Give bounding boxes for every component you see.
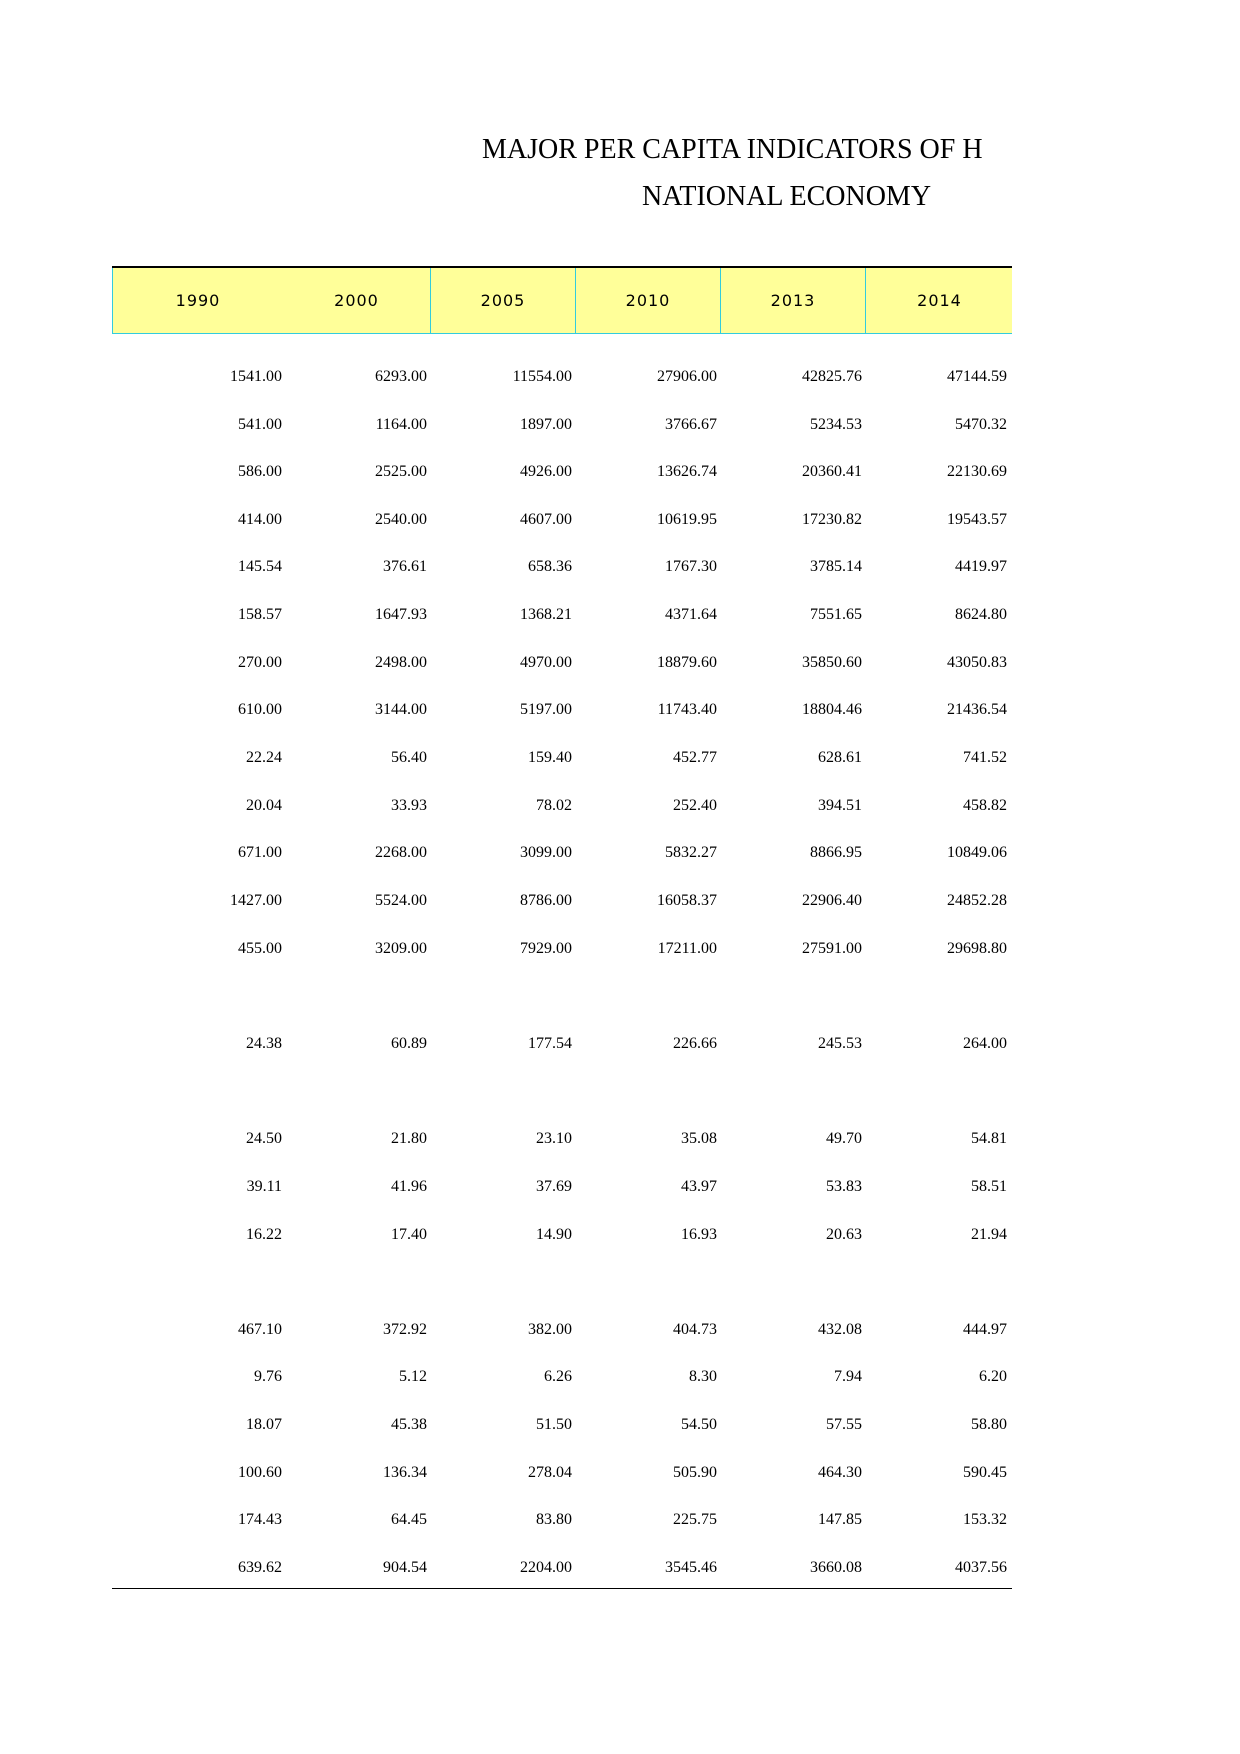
table-cell-1990: 24.38 [246, 1035, 282, 1052]
table-row [112, 505, 1012, 535]
table-cell-1990: 586.00 [238, 463, 282, 480]
table-header-row [112, 268, 1012, 334]
table-cell-2005: 6.26 [544, 1368, 572, 1385]
table-cell-1990: 455.00 [238, 940, 282, 957]
table-cell-2013: 7551.65 [810, 606, 862, 623]
table-cell-2000: 60.89 [391, 1035, 427, 1052]
header-2000: 2000 [334, 291, 379, 310]
header-2014: 2014 [865, 268, 1013, 333]
table-cell-2000: 372.92 [383, 1321, 427, 1338]
table-cell-2005: 51.50 [536, 1416, 572, 1433]
table-cell-2010: 43.97 [681, 1178, 717, 1195]
table-cell-2000: 136.34 [383, 1464, 427, 1481]
table-row [112, 886, 1012, 916]
table-cell-2000: 64.45 [391, 1511, 427, 1528]
header-1990: 1990 [175, 291, 221, 310]
table-cell-2010: 3766.67 [665, 416, 717, 433]
table-cell-2014: 58.51 [971, 1178, 1007, 1195]
table-cell-2013: 57.55 [826, 1416, 862, 1433]
table-cell-2000: 1647.93 [375, 606, 427, 623]
table-cell-1990: 22.24 [246, 749, 282, 766]
table-cell-1990: 39.11 [246, 1178, 282, 1195]
table-cell-2000: 376.61 [383, 558, 427, 575]
table-cell-2013: 22906.40 [802, 892, 862, 909]
table-cell-1990: 174.43 [238, 1511, 282, 1528]
table-cell-2014: 153.32 [963, 1511, 1007, 1528]
table-cell-2005: 37.69 [536, 1178, 572, 1195]
table-cell-2000: 904.54 [383, 1559, 427, 1576]
table-cell-2014: 21436.54 [947, 701, 1007, 718]
table-cell-2005: 2204.00 [520, 1559, 572, 1576]
table-cell-2000: 41.96 [391, 1178, 427, 1195]
table-cell-2013: 17230.82 [802, 511, 862, 528]
table-row [112, 600, 1012, 630]
table-cell-1990: 18.07 [246, 1416, 282, 1433]
table-cell-2013: 628.61 [818, 749, 862, 766]
table-cell-2005: 1368.21 [520, 606, 572, 623]
table-row [112, 1029, 1012, 1059]
table-row [112, 1124, 1012, 1154]
table-cell-2010: 4371.64 [665, 606, 717, 623]
table-row [112, 1315, 1012, 1345]
table-cell-2013: 8866.95 [810, 844, 862, 861]
table-cell-2010: 226.66 [673, 1035, 717, 1052]
table-cell-2014: 54.81 [971, 1130, 1007, 1147]
table-row [112, 1410, 1012, 1440]
table-cell-2010: 452.77 [673, 749, 717, 766]
table-cell-2010: 11743.40 [657, 701, 717, 718]
table-cell-1990: 1427.00 [230, 892, 282, 909]
table-cell-2000: 6293.00 [375, 368, 427, 385]
table-cell-2014: 264.00 [963, 1035, 1007, 1052]
table-cell-1990: 467.10 [238, 1321, 282, 1338]
table-cell-2000: 33.93 [391, 797, 427, 814]
table-cell-1990: 1541.00 [230, 368, 282, 385]
table-row [112, 1505, 1012, 1535]
table-cell-2010: 18879.60 [657, 654, 717, 671]
page-title-line-2: NATIONAL ECONOMY [642, 181, 932, 212]
table-cell-2000: 2540.00 [375, 511, 427, 528]
table-cell-2013: 42825.76 [802, 368, 862, 385]
table-cell-2010: 3545.46 [665, 1559, 717, 1576]
table-cell-2005: 658.36 [528, 558, 572, 575]
table-row [112, 1172, 1012, 1202]
table-cell-1990: 100.60 [238, 1464, 282, 1481]
table-cell-2005: 23.10 [536, 1130, 572, 1147]
table-cell-2014: 8624.80 [955, 606, 1007, 623]
table-cell-2005: 7929.00 [520, 940, 572, 957]
table-cell-2005: 78.02 [536, 797, 572, 814]
table-cell-2000: 1164.00 [375, 416, 427, 433]
table-cell-2014: 58.80 [971, 1416, 1007, 1433]
table-cell-2010: 27906.00 [657, 368, 717, 385]
table-cell-1990: 610.00 [238, 701, 282, 718]
table-cell-2013: 53.83 [826, 1178, 862, 1195]
table-cell-2014: 741.52 [963, 749, 1007, 766]
table-cell-2005: 5197.00 [520, 701, 572, 718]
table-cell-2014: 29698.80 [947, 940, 1007, 957]
table-cell-2013: 3660.08 [810, 1559, 862, 1576]
table-cell-2005: 4926.00 [520, 463, 572, 480]
table-cell-1990: 639.62 [238, 1559, 282, 1576]
table-cell-2013: 5234.53 [810, 416, 862, 433]
table-row [112, 1362, 1012, 1392]
table-cell-2005: 83.80 [536, 1511, 572, 1528]
table-row [112, 791, 1012, 821]
table-row [112, 457, 1012, 487]
table-cell-2010: 13626.74 [657, 463, 717, 480]
table-cell-2013: 464.30 [818, 1464, 862, 1481]
header-2010: 2010 [575, 268, 720, 333]
table-cell-1990: 145.54 [238, 558, 282, 575]
table-cell-2005: 4970.00 [520, 654, 572, 671]
table-cell-2000: 45.38 [391, 1416, 427, 1433]
table-cell-2013: 20.63 [826, 1226, 862, 1243]
table-cell-2014: 444.97 [963, 1321, 1007, 1338]
table-cell-2000: 21.80 [391, 1130, 427, 1147]
table-cell-2014: 458.82 [963, 797, 1007, 814]
table-cell-2013: 432.08 [818, 1321, 862, 1338]
table-cell-2010: 252.40 [673, 797, 717, 814]
table-cell-2000: 5.12 [399, 1368, 427, 1385]
table-cell-2014: 22130.69 [947, 463, 1007, 480]
table-cell-1990: 20.04 [246, 797, 282, 814]
table-cell-2014: 6.20 [979, 1368, 1007, 1385]
table-cell-2000: 56.40 [391, 749, 427, 766]
table-cell-1990: 414.00 [238, 511, 282, 528]
table-cell-2005: 8786.00 [520, 892, 572, 909]
table-cell-2013: 49.70 [826, 1130, 862, 1147]
table-cell-2005: 4607.00 [520, 511, 572, 528]
table-cell-2005: 1897.00 [520, 416, 572, 433]
table-cell-2014: 47144.59 [947, 368, 1007, 385]
table-row [112, 838, 1012, 868]
table-bottom-rule [112, 1588, 1012, 1589]
table-row [112, 934, 1012, 964]
header-2005: 2005 [430, 268, 575, 333]
table-row [112, 410, 1012, 440]
table-cell-2010: 404.73 [673, 1321, 717, 1338]
table-cell-2014: 10849.06 [947, 844, 1007, 861]
table-cell-2000: 2498.00 [375, 654, 427, 671]
table-cell-2010: 16.93 [681, 1226, 717, 1243]
table-cell-1990: 24.50 [246, 1130, 282, 1147]
table-cell-2010: 1767.30 [665, 558, 717, 575]
table-cell-2013: 394.51 [818, 797, 862, 814]
table-cell-2013: 7.94 [834, 1368, 862, 1385]
table-cell-2005: 14.90 [536, 1226, 572, 1243]
table-cell-2013: 18804.46 [802, 701, 862, 718]
table-row [112, 552, 1012, 582]
table-cell-2010: 505.90 [673, 1464, 717, 1481]
table-cell-2000: 2268.00 [375, 844, 427, 861]
table-cell-2000: 3144.00 [375, 701, 427, 718]
table-cell-2005: 382.00 [528, 1321, 572, 1338]
table-cell-2013: 27591.00 [802, 940, 862, 957]
table-cell-2005: 278.04 [528, 1464, 572, 1481]
table-row [112, 648, 1012, 678]
table-cell-2000: 17.40 [391, 1226, 427, 1243]
table-cell-2014: 4037.56 [955, 1559, 1007, 1576]
table-cell-2010: 5832.27 [665, 844, 717, 861]
table-cell-2010: 8.30 [689, 1368, 717, 1385]
table-row [112, 362, 1012, 392]
table-row [112, 743, 1012, 773]
table-cell-2010: 35.08 [681, 1130, 717, 1147]
table-cell-2014: 4419.97 [955, 558, 1007, 575]
table-cell-2010: 54.50 [681, 1416, 717, 1433]
table-cell-1990: 270.00 [238, 654, 282, 671]
table-cell-2005: 11554.00 [512, 368, 572, 385]
table-row [112, 695, 1012, 725]
table-cell-2013: 147.85 [818, 1511, 862, 1528]
table-row [112, 1458, 1012, 1488]
table-cell-2005: 3099.00 [520, 844, 572, 861]
table-cell-2000: 3209.00 [375, 940, 427, 957]
table-row [112, 1553, 1012, 1583]
header-2013: 2013 [720, 268, 865, 333]
table-cell-2010: 225.75 [673, 1511, 717, 1528]
table-cell-2014: 24852.28 [947, 892, 1007, 909]
table-cell-1990: 158.57 [238, 606, 282, 623]
table-cell-2014: 590.45 [963, 1464, 1007, 1481]
table-cell-2013: 20360.41 [802, 463, 862, 480]
table-cell-1990: 9.76 [254, 1368, 282, 1385]
table-cell-2014: 19543.57 [947, 511, 1007, 528]
page-title-line-1: MAJOR PER CAPITA INDICATORS OF H [482, 134, 983, 165]
table-cell-1990: 16.22 [246, 1226, 282, 1243]
table-cell-1990: 671.00 [238, 844, 282, 861]
table-cell-2013: 245.53 [818, 1035, 862, 1052]
table-row [112, 1220, 1012, 1250]
table-cell-2010: 10619.95 [657, 511, 717, 528]
table-cell-2005: 159.40 [528, 749, 572, 766]
table-cell-2014: 21.94 [971, 1226, 1007, 1243]
table-cell-2013: 3785.14 [810, 558, 862, 575]
table-cell-2005: 177.54 [528, 1035, 572, 1052]
table-cell-1990: 541.00 [238, 416, 282, 433]
table-cell-2014: 5470.32 [955, 416, 1007, 433]
table-cell-2014: 43050.83 [947, 654, 1007, 671]
table-cell-2013: 35850.60 [802, 654, 862, 671]
table-cell-2010: 16058.37 [657, 892, 717, 909]
table-cell-2010: 17211.00 [657, 940, 717, 957]
table-cell-2000: 5524.00 [375, 892, 427, 909]
table-cell-2000: 2525.00 [375, 463, 427, 480]
